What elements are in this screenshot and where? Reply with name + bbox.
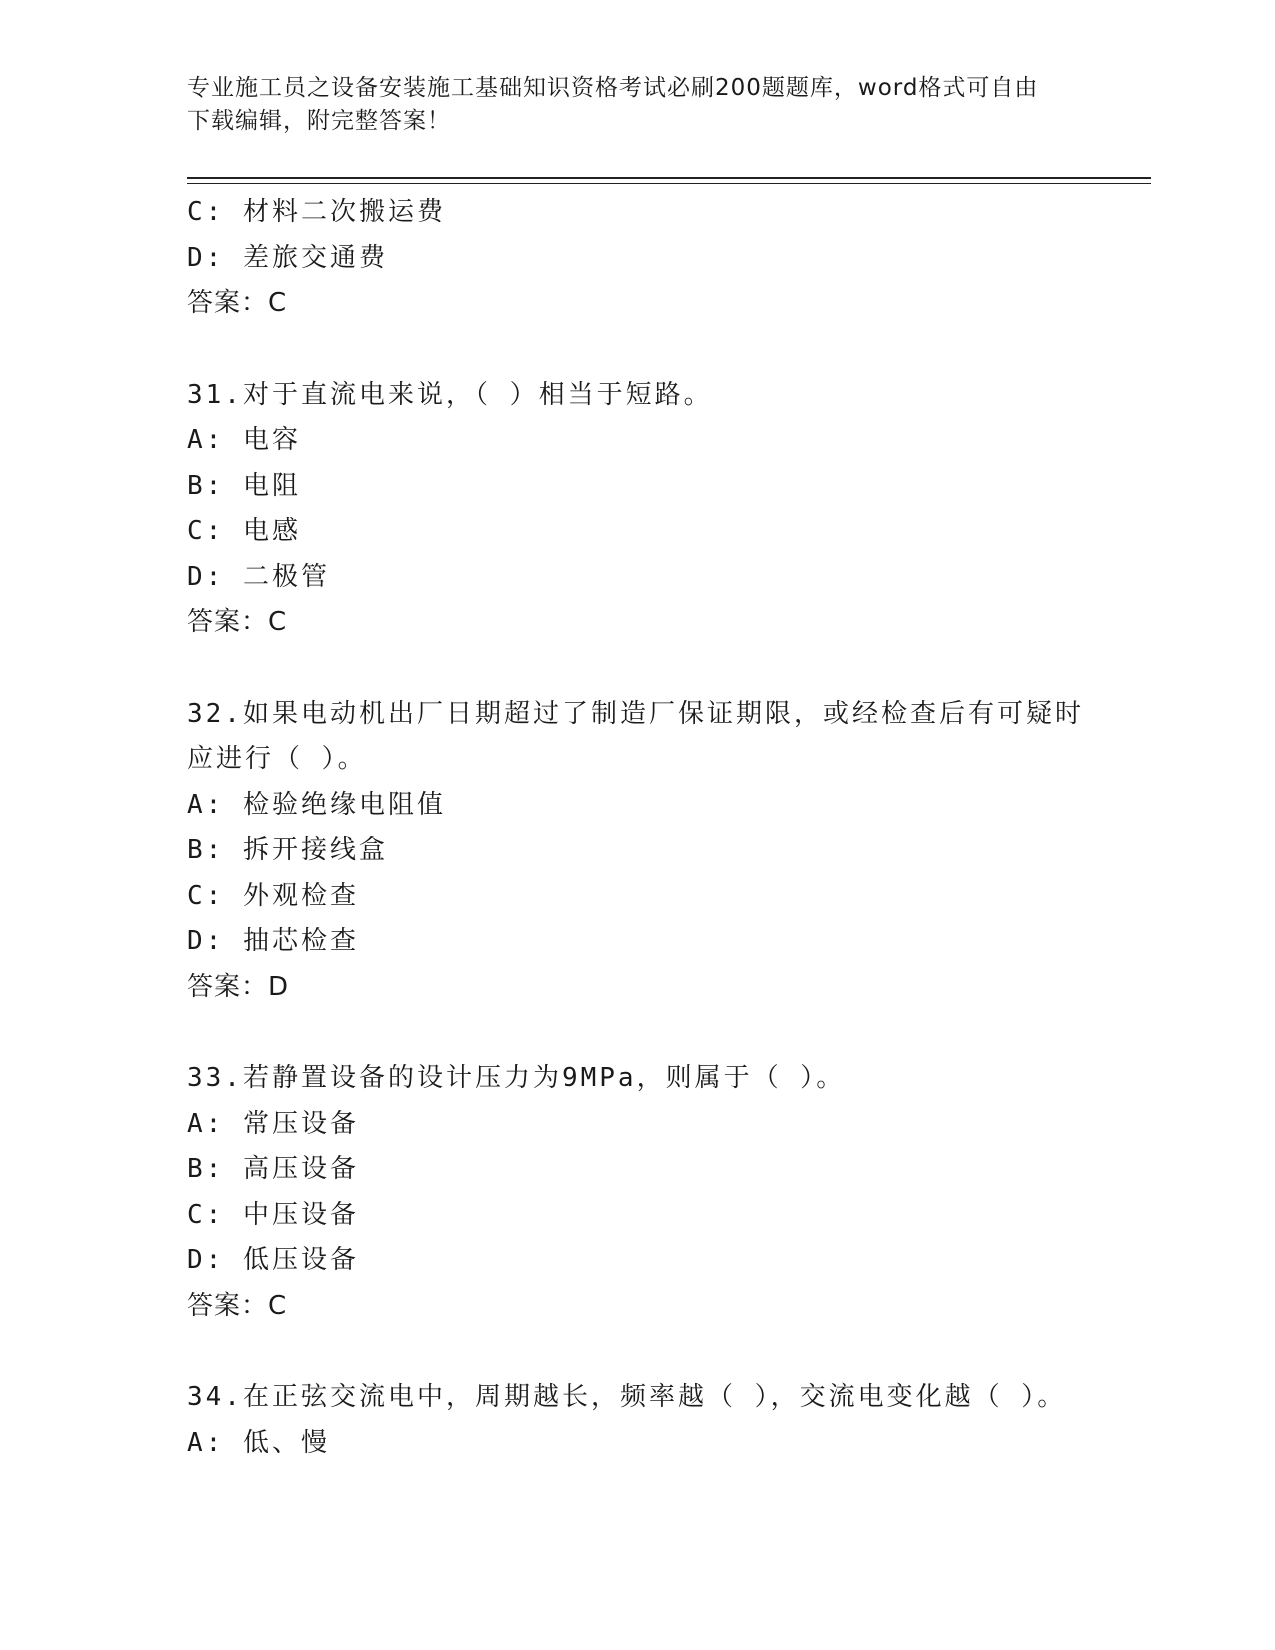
option-c: C: 电感 <box>187 516 301 546</box>
option-b: B: 拆开接线盒 <box>187 835 388 865</box>
question-34 <box>187 1375 1087 1466</box>
header-line-2: 下载编辑，附完整答案！ <box>187 108 451 134</box>
option-a: A: 常压设备 <box>187 1108 359 1139</box>
option-b: B: 电阻 <box>187 470 301 501</box>
option-a: A: 电容 <box>187 425 301 455</box>
option-d: D: 低压设备 <box>187 1245 359 1275</box>
option-d: D: 二极管 <box>187 561 330 592</box>
option-c: C: 外观检查 <box>187 880 359 911</box>
option-d: D: 差旅交通费 <box>187 242 388 273</box>
question-stem: 31.对于直流电来说，（ ）相当于短路。 <box>187 379 713 410</box>
answer-line: 答案：C <box>187 1290 288 1321</box>
question-33 <box>187 1056 1087 1329</box>
option-c: C: 材料二次搬运费 <box>187 197 446 227</box>
option-a: A: 低、慢 <box>187 1427 330 1458</box>
question-stem: 33.若静置设备的设计压力为9MPa，则属于（ ）。 <box>187 1063 846 1093</box>
header-line-1: 专业施工员之设备安装施工基础知识资格考试必刷200题题库，word格式可自由 <box>187 75 1039 101</box>
document-header <box>187 72 1087 138</box>
answer-line: 答案：C <box>187 288 288 318</box>
option-a: A: 检验绝缘电阻值 <box>187 789 446 820</box>
question-stem: 34.在正弦交流电中，周期越长，频率越（ ），交流电变化越（ ）。 <box>187 1382 1067 1412</box>
question-stem-line-2: 应进行（ ）。 <box>187 744 367 774</box>
question-31 <box>187 373 1087 646</box>
answer-line: 答案：D <box>187 971 290 1002</box>
option-c: C: 中压设备 <box>187 1199 359 1230</box>
question-stem-line-1: 32.如果电动机出厂日期超过了制造厂保证期限，或经检查后有可疑时 <box>187 698 1084 729</box>
question-list <box>187 190 1087 1466</box>
question-32 <box>187 692 1087 1011</box>
option-b: B: 高压设备 <box>187 1154 359 1184</box>
question-30 <box>187 190 1087 327</box>
option-d: D: 抽芯检查 <box>187 926 359 956</box>
answer-line: 答案：C <box>187 607 288 637</box>
header-divider-thick <box>187 177 1151 179</box>
header-divider-thin <box>187 183 1151 184</box>
